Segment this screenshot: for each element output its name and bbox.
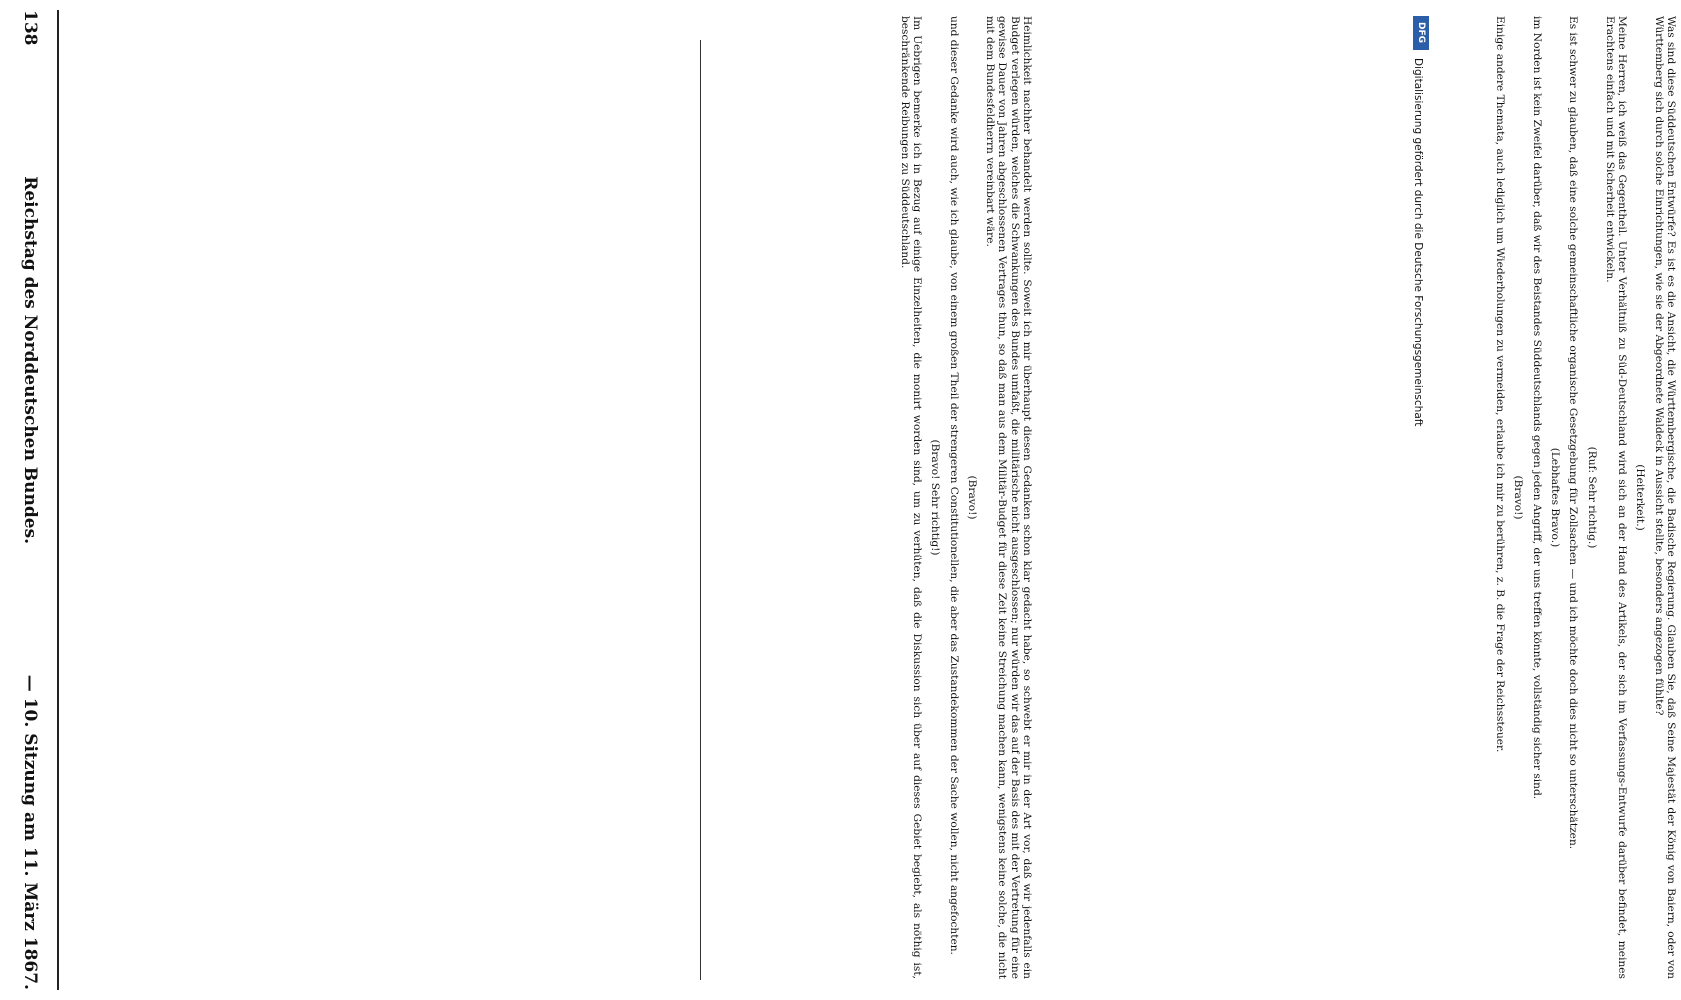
column-2-paragraph-5: Einige andere Themata, auch lediglich um Wiederholungen zu vermeiden, erlaube ich mir zu berühren, z. B. die Frage der Reichssteuer. [1494, 16, 1507, 753]
dfg-strip [1410, 8, 1432, 993]
column-2-interjection-3: (Lebhaftes Bravo.) [1548, 447, 1561, 548]
dfg-logo: DFG [1413, 16, 1429, 50]
column-2-paragraph-1: Was sind diese Süddeutschen Entwürfe? Es ist es die Ansicht, die Württembergische, die Badische Regierung. Glauben Sie, daß Seine Majestät der König von Baiern, oder von Württemberg sich durch solche Einrichtungen, wie sie der Abgeordnete Waldeck in Aussicht stellte, besonders angezogen fühlte? [1652, 16, 1677, 979]
dfg-funding-note: Digitalisierung gefördert durch die Deutsche Forschungsgemeinschaft [1412, 58, 1424, 427]
page-number: 138 [20, 10, 40, 46]
session-title: — 10. Sitzung am 11. März 1867. [20, 674, 40, 990]
running-title: Reichstag des Norddeutschen Bundes. [20, 176, 40, 545]
header-rule [57, 10, 59, 990]
column-1-paragraph-3: Im Uebrigen bemerke ich in Bezug auf einige Einzelheiten, die monirt worden sind, um zu verhüten, daß die Diskussion sich über auf dieses Gebiet begiebt, als nöthig ist, beschränkende Reibungen zu Süddeutschland. [898, 16, 923, 979]
column-2-interjection-4: (Bravo!) [1512, 475, 1525, 520]
column-2-paragraph-2: Meine Herren, ich weiß das Gegentheil. Unter Verhältniß zu Süd-Deutschland wird sich an der Hand des Artikels, der sich im Verfassungs-Entwurfe darüber befindet, meines Erachtens einfach und mit Sicherheit entwickeln. [1603, 16, 1629, 979]
column-2-paragraph-3: Es ist schwer zu glauben, daß eine solche gemeinschaftliche organische Gesetzgebung für Zollsachen — und ich möchte doch dies nicht so unterschätzen. [1567, 16, 1580, 850]
header-text [20, 10, 40, 990]
column-1-paragraph-1: Heimlichkeit nachher behandelt werden sollte. Soweit ich mir überhaupt diesen Gedanken schon klar gedacht habe, so schwebt er mir in der Art vor, daß wir jedenfalls ein Budget verlegen würden, welches die Schwankungen des Bundes umfaßt, die militärische nicht ausgeschlossen; nur würden wir das auf der Basis des mit der Vertretung für eine gewisse Dauer von Jahren abgeschlossenen Vertrages thun, so daß man aus dem Militär-Budget für diese Zeit keine Streichung machen kann, wenigstens keine solche, die nicht mit dem Bundesfeldherrn vereinbart wäre. [984, 16, 1033, 979]
column-1-bravo: (Bravo!) [965, 475, 978, 520]
column-2-interjection-1: (Heiterkeit.) [1634, 464, 1647, 531]
column-2-paragraph-4: im Norden ist kein Zweifel darüber, daß wir des Beistandes Süddeutschlands gegen jeden Angriff, der uns treffen könnte, vollständig sicher sind. [1530, 16, 1543, 800]
column-1 [62, 10, 1033, 985]
column-1-cry: (Bravo! Sehr richtig!) [929, 439, 942, 556]
column-1-paragraph-2: und dieser Gedanke wird auch, wie ich glaube, von einem großen Theil der strengeren Constitutionellen, die aber das Zustandekommen der Sache wollen, nicht angefochten. [947, 16, 960, 955]
column-2-interjection-2: (Ruf: Sehr richtig.) [1585, 446, 1598, 549]
running-header [0, 0, 60, 1000]
column-divider [700, 40, 701, 980]
